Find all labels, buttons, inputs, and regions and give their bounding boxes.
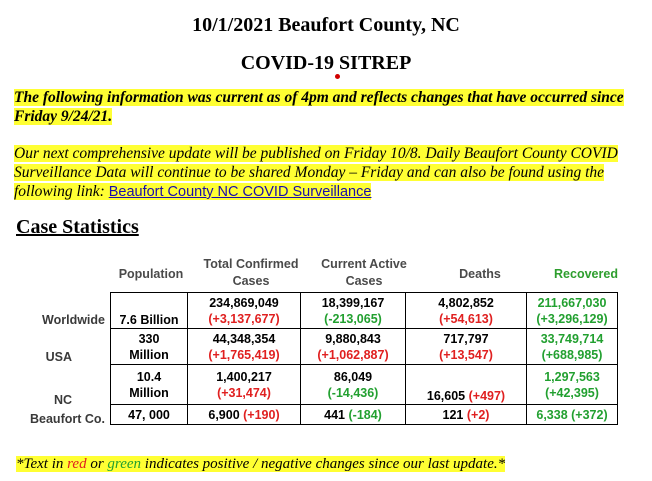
recovered-cell: 33,749,714 (+688,985) — [527, 329, 618, 365]
footnote — [16, 456, 505, 473]
deaths-cell: 717,797 (+13,547) — [406, 329, 527, 365]
col-deaths: Deaths — [459, 267, 501, 281]
deaths-cell: 121 (+2) — [406, 405, 527, 425]
total-cell: 6,900 (+190) — [188, 405, 301, 425]
row-label-worldwide: Worldwide — [42, 313, 105, 327]
total-cell: 1,400,217 (+31,474) — [188, 365, 301, 405]
population-cell: 47, 000 — [111, 405, 188, 425]
total-cell: 44,348,354 (+1,765,419) — [188, 329, 301, 365]
cursor-dot — [335, 74, 340, 79]
col-population: Population — [118, 267, 184, 281]
population-cell: 7.6 Billion — [111, 293, 188, 329]
active-cell: 18,399,167 (-213,065) — [301, 293, 406, 329]
active-cell: 86,049 (-14,436) — [301, 365, 406, 405]
row-label-beaufort: Beaufort Co. — [30, 412, 105, 426]
current-as-of-text: The following information was current as of 4pm and reflects changes that have occurred since Friday 9/24/21. — [14, 89, 624, 125]
col-current-active: Current Active Cases — [321, 257, 407, 288]
surveillance-link[interactable]: Beaufort County NC COVID Surveillance — [108, 184, 372, 200]
next-update-text: Our next comprehensive update will be published on Friday 10/8. Daily Beaufort County COVID Surveillance Data will continue to be shared Monday – Friday and can also be found using the following link: — [14, 145, 618, 200]
population-cell: 330 Million — [111, 329, 188, 365]
next-update-notice — [14, 144, 634, 202]
case-statistics-table — [110, 292, 618, 425]
population-cell: 10.4 Million — [111, 365, 188, 405]
row-label-usa: USA — [45, 350, 72, 364]
footnote-text: *Text in red or green indicates positive / negative changes since our last update.* — [16, 456, 506, 472]
section-title: Case Statistics — [16, 216, 139, 238]
current-as-of-notice — [14, 88, 634, 126]
col-total-confirmed: Total Confirmed Cases — [203, 257, 299, 288]
table-row — [111, 329, 618, 365]
recovered-cell: 211,667,030 (+3,296,129) — [527, 293, 618, 329]
report-title: 10/1/2021 Beaufort County, NC — [192, 14, 460, 36]
report-subtitle: COVID-19 SITREP — [240, 52, 412, 74]
active-cell: 9,880,843 (+1,062,887) — [301, 329, 406, 365]
col-recovered: Recovered — [554, 267, 618, 281]
total-cell: 234,869,049 (+3,137,677) — [188, 293, 301, 329]
table-row — [111, 365, 618, 405]
recovered-cell: 6,338 (+372) — [527, 405, 618, 425]
table-row — [111, 293, 618, 329]
active-cell: 441 (-184) — [301, 405, 406, 425]
deaths-cell: 4,802,852 (+54,613) — [406, 293, 527, 329]
table-row — [111, 405, 618, 425]
row-label-nc: NC — [53, 393, 72, 407]
recovered-cell: 1,297,563 (+42,395) — [527, 365, 618, 405]
deaths-cell: 16,605 (+497) — [406, 365, 527, 405]
